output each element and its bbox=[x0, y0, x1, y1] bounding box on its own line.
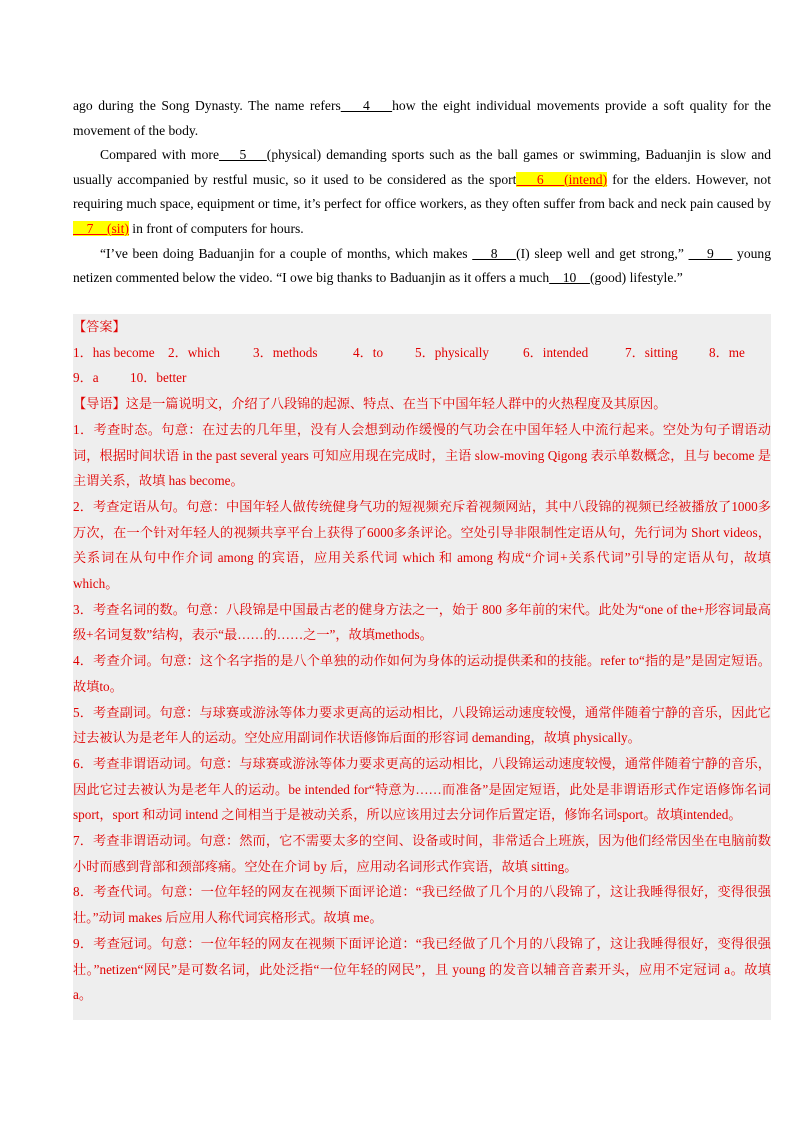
blank-4: 4 bbox=[340, 98, 393, 113]
blank-5: 5 bbox=[218, 147, 267, 163]
answer-item: 7．sitting bbox=[625, 344, 678, 360]
answer-item: 6．intended bbox=[523, 344, 589, 360]
explanation-5: 5．考查副词。句意：与球赛或游泳等体力要求更高的运动相比，八段锦运动速度较慢，通常伴随着宁静的音乐，因此它过去被认为是老年人的运动。空处应用副词作状语修饰后面的形容词 demanding，故填 physically。 bbox=[73, 704, 771, 746]
answer-item: 3．methods bbox=[253, 344, 318, 360]
answer-header: 【答案】 bbox=[73, 319, 126, 334]
blank-6: 6 (intend) bbox=[516, 171, 608, 187]
passage-text: young netizen commented below the video. “I owe big thanks to Baduanjin as it offers a much bbox=[73, 245, 772, 286]
passage-text: (good) lifestyle.” bbox=[589, 270, 683, 286]
passage-text: Compared with more bbox=[100, 147, 219, 163]
passage-paragraph-3 bbox=[73, 242, 771, 291]
passage-text: (physical) demanding sports such as the ball games or swimming, Baduanjin is slow and usually accompanied by restful music, so it used to be considered as the sport bbox=[73, 147, 772, 187]
answer-item: 2．which bbox=[168, 344, 221, 360]
answer-item: 8．me bbox=[709, 344, 745, 360]
answer-item: 9．a bbox=[73, 370, 99, 386]
blank-8: 8 bbox=[472, 245, 517, 261]
answers-row-1 bbox=[73, 340, 771, 366]
passage-text: (I) sleep well and get strong,” bbox=[516, 245, 689, 261]
passage-text: how the eight individual movements provide a soft quality for the movement of the body. bbox=[73, 98, 771, 138]
passage-paragraph-2 bbox=[73, 143, 771, 241]
passage-text: “I’ve been doing Baduanjin for a couple of months, which makes bbox=[100, 245, 473, 261]
guide-text: 【导语】这是一篇说明文，介绍了八段锦的起源、特点、在当下中国年轻人群中的火热程度及其原因。 bbox=[73, 396, 667, 412]
answer-item: 1．has become bbox=[73, 344, 155, 360]
blank-9: 9 bbox=[688, 245, 733, 261]
explanation-7: 7．考查非谓语动词。句意：然而，它不需要太多的空间、设备或时间，非常适合上班族，因为他们经常因坐在电脑前数小时而感到背部和颈部疼痛。空处在介词 by 后，应用动名词形式作宾语，故填 sitting。 bbox=[73, 833, 771, 874]
explanations bbox=[73, 391, 771, 1008]
explanation-3: 3．考查名词的数。句意：八段锦是中国最古老的健身方法之一，始于 800 多年前的宋代。此处为“one of the+形容词最高级+名词复数”结构，表示“最……的……之一”，故填methods。 bbox=[73, 601, 771, 643]
blank-10: 10 bbox=[549, 270, 590, 286]
explanation-2: 2．考查定语从句。句意：中国年轻人做传统健身气功的短视频充斥着视频网站，其中八段锦的视频已经被播放了1000多万次，在一个针对年轻人的视频共享平台上获得了6000多条评论。空处引导非限制性定语从句，先行词为 Short videos，关系词在从句中作介词 among 的宾语，应用关系代词 which 和 among 构成“介词+关系代词”引导的定语从句，故填which。 bbox=[73, 498, 771, 592]
explanation-6: 6．考查非谓语动词。句意：与球赛或游泳等体力要求更高的运动相比，八段锦运动速度较慢，通常伴随着宁静的音乐，因此它过去被认为是老年人的运动。be intended for“特意为……而准备”是固定短语，此处是非谓语形式作定语修饰名词 sport，sport 和动词 intend 之间相当于是被动关系，所以应该用过去分词作后置定语，修饰名词sport。故填intended。 bbox=[73, 755, 771, 823]
explanation-1: 1．考查时态。句意：在过去的几年里，没有人会想到动作缓慢的气功会在中国年轻人中流行起来。空处为句子谓语动词，根据时间状语 in the past several years 可知应用现在完成时，主语 slow-moving Qigong 表示单数概念，且与 become 是主谓关系，故填 has become。 bbox=[73, 421, 771, 489]
answer-key-box bbox=[73, 314, 771, 1020]
explanation-4: 4．考查介词。句意：这个名字指的是八个单独的动作如何为身体的运动提供柔和的技能。refer to“指的是”是固定短语。故填to。 bbox=[73, 653, 771, 694]
blank-7: 7 (sit) bbox=[73, 220, 129, 236]
passage-paragraph-1 bbox=[73, 94, 771, 143]
explanation-9: 9．考查冠词。句意：一位年轻的网友在视频下面评论道：“我已经做了几个月的八段锦了，这让我睡得很好，变得很强壮。”netizen“网民”是可数名词，此处泛指“一位年轻的网民”，且 young 的发音以辅音音素开头，应用不定冠词 a。故填 a。 bbox=[73, 935, 771, 1003]
passage-text: for the elders. However, not requiring much space, equipment or time, it’s perfect for office workers, as they often suffer from back and neck pain caused by bbox=[73, 171, 771, 212]
answer-item: 5．physically bbox=[415, 344, 489, 360]
passage bbox=[73, 94, 771, 291]
answer-item: 10．better bbox=[130, 370, 187, 386]
answers-row-2 bbox=[73, 365, 771, 391]
answer-item: 4．to bbox=[353, 344, 384, 360]
passage-text: in front of computers for hours. bbox=[128, 220, 304, 236]
explanation-8: 8．考查代词。句意：一位年轻的网友在视频下面评论道：“我已经做了几个月的八段锦了，这让我睡得很好，变得很强壮。”动词 makes 后应用人称代词宾格形式。故填 me。 bbox=[73, 884, 771, 926]
passage-text: ago during the Song Dynasty. The name refers bbox=[73, 98, 341, 113]
